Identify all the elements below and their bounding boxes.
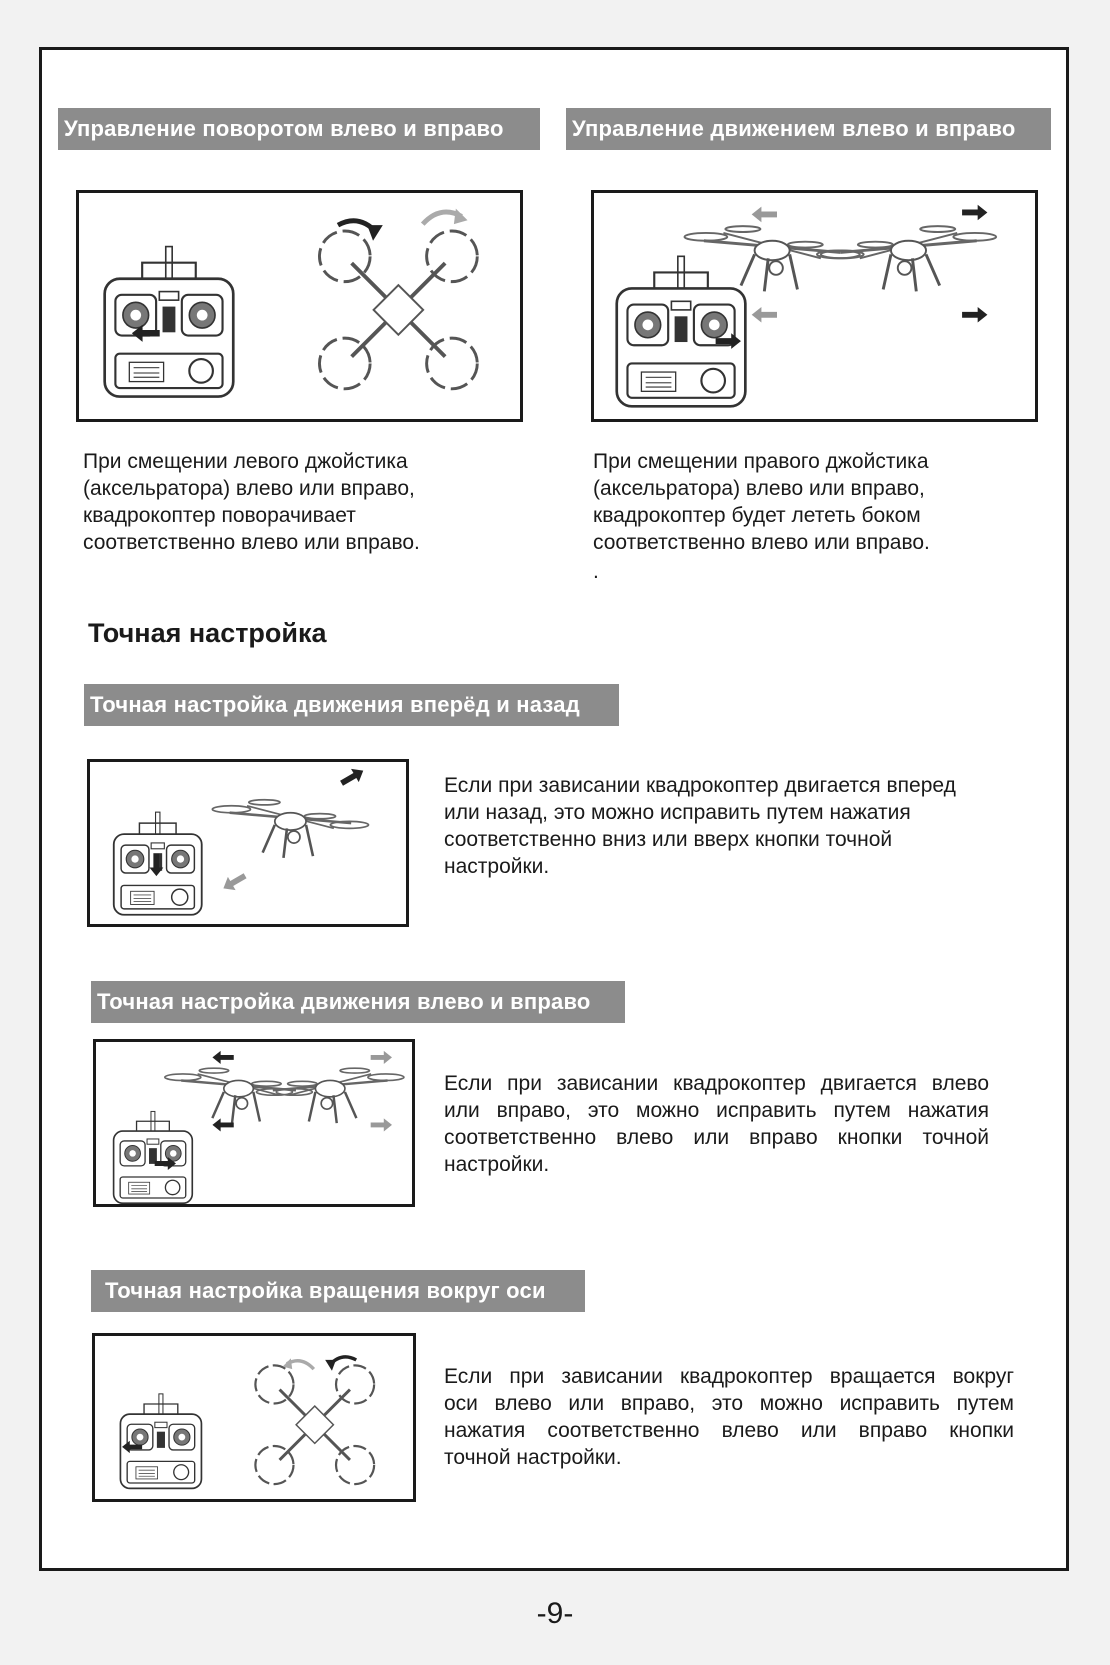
text-line: настройки. bbox=[444, 1153, 550, 1176]
text-line: (аксельратора) влево или вправо, bbox=[593, 477, 925, 500]
illustration-yaw bbox=[79, 193, 520, 419]
arrow-left-icon bbox=[212, 1118, 233, 1131]
text-line: точной настройки. bbox=[444, 1446, 622, 1469]
figure-yaw-control bbox=[76, 190, 523, 422]
figure-left-right-trim bbox=[93, 1039, 415, 1207]
illustration-roll bbox=[594, 193, 1035, 419]
text-line: При смещении левого джойстика bbox=[83, 450, 408, 473]
section-banner-rotation: Точная настройка вращения вокруг оси bbox=[91, 1270, 585, 1312]
roll-description bbox=[593, 448, 930, 556]
text-line: При смещении правого джойстика bbox=[593, 450, 929, 473]
fine-tuning-heading: Точная настройка bbox=[88, 618, 327, 648]
forward-back-description bbox=[444, 772, 956, 880]
left-right-description bbox=[444, 1070, 989, 1178]
section-banner-left-right: Точная настройка движения влево и вправо bbox=[91, 981, 625, 1023]
text-line: или вправо, это можно исправить путем нажатия bbox=[444, 1099, 989, 1122]
rotation-description bbox=[444, 1363, 1014, 1471]
arrow-icon bbox=[338, 764, 367, 790]
arrow-right-icon bbox=[371, 1118, 392, 1131]
section-banner-yaw: Управление поворотом влево и вправо bbox=[58, 108, 540, 150]
figure-forward-back-trim bbox=[87, 759, 409, 927]
illustration-rotation bbox=[95, 1336, 413, 1499]
figure-roll-control bbox=[591, 190, 1038, 422]
text-line: квадрокоптер будет лететь боком bbox=[593, 504, 921, 527]
illustration-left-right bbox=[96, 1042, 412, 1204]
figure-rotation-trim bbox=[92, 1333, 416, 1502]
yaw-description bbox=[83, 448, 420, 556]
arrow-left-icon bbox=[752, 207, 777, 223]
page-number: -9- bbox=[536, 1597, 574, 1630]
text-line: нажатия соответственно влево или вправо кнопки bbox=[444, 1419, 1014, 1442]
arrow-left-icon bbox=[752, 307, 777, 323]
arrow-right-icon bbox=[371, 1051, 392, 1064]
text-line: настройки. bbox=[444, 855, 550, 878]
stray-dot: . bbox=[593, 560, 599, 583]
section-banner-forward-back: Точная настройка движения вперёд и назад bbox=[84, 684, 619, 726]
section-banner-roll: Управление движением влево и вправо bbox=[566, 108, 1051, 150]
arc-arrow-icon bbox=[283, 1358, 314, 1369]
text-line: Если при зависании квадрокоптер двигается влево bbox=[444, 1072, 989, 1095]
text-line: соответственно влево или вправо. bbox=[593, 531, 930, 554]
arc-arrow-icon bbox=[423, 209, 468, 225]
arrow-right-icon bbox=[962, 205, 987, 221]
text-line: соответственно влево или вправо. bbox=[83, 531, 420, 554]
text-line: (аксельратора) влево или вправо, bbox=[83, 477, 415, 500]
text-line: оси влево или вправо, это можно исправить путем bbox=[444, 1392, 1014, 1415]
arrow-right-icon bbox=[962, 307, 987, 323]
text-line: квадрокоптер поворачивает bbox=[83, 504, 356, 527]
text-line: Если при зависании квадрокоптер вращается вокруг bbox=[444, 1365, 1014, 1388]
text-line: Если при зависании квадрокоптер двигается вперед bbox=[444, 774, 956, 797]
text-line: соответственно вниз или вверх кнопки точной bbox=[444, 828, 893, 851]
arc-arrow-icon bbox=[325, 1357, 356, 1371]
arrow-left-icon bbox=[212, 1051, 233, 1064]
arrow-icon bbox=[220, 869, 249, 895]
text-line: соответственно влево или вправо кнопки точной bbox=[444, 1126, 989, 1149]
illustration-forward-back bbox=[90, 762, 406, 924]
text-line: или назад, это можно исправить путем нажатия bbox=[444, 801, 911, 824]
